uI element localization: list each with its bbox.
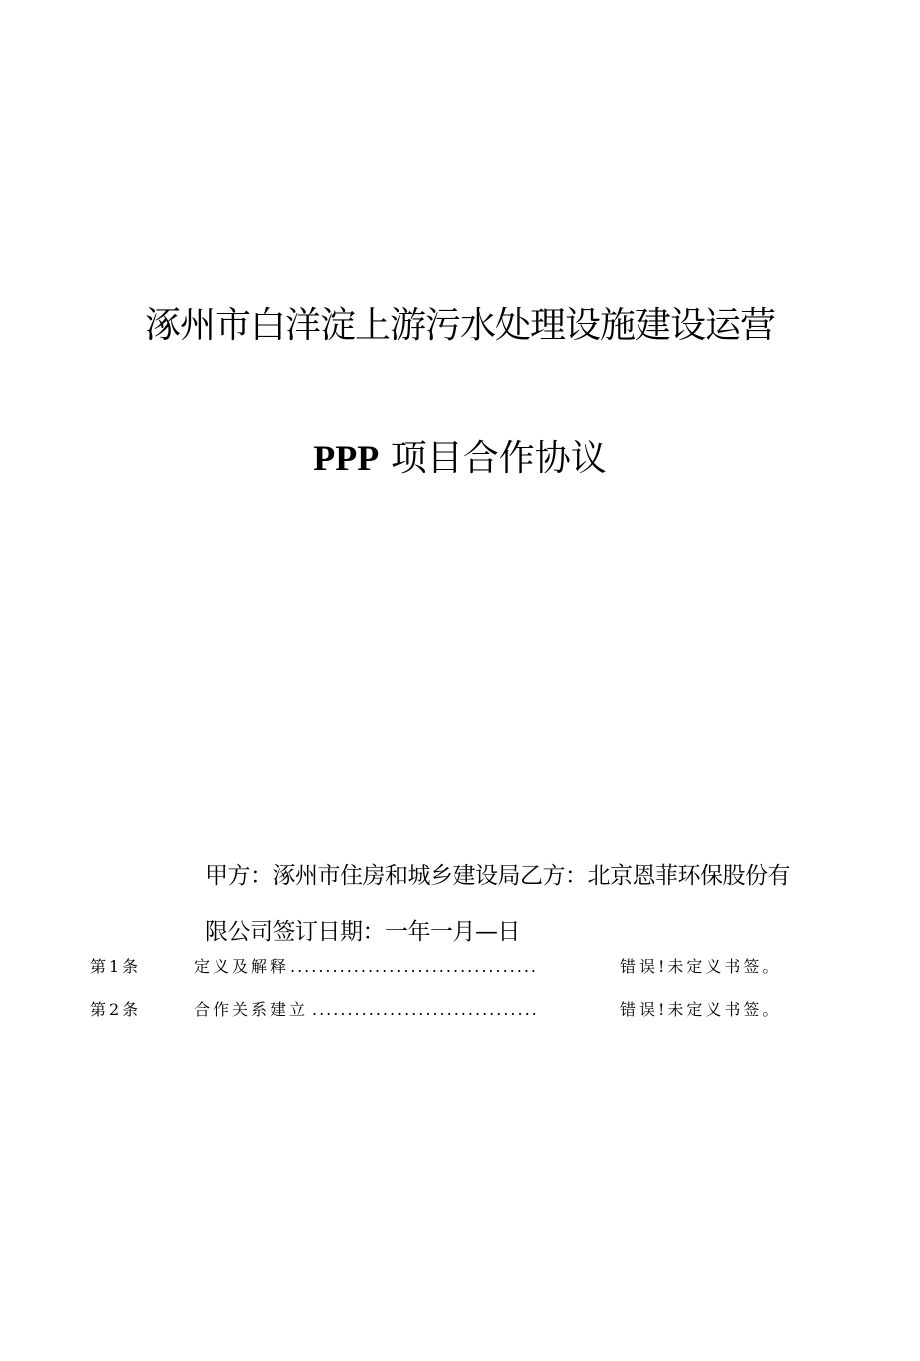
document-title-cjk: 项目合作协议 — [390, 438, 607, 479]
toc-entry-title: 合作关系建立 — [194, 1000, 309, 1019]
toc-entry-title: 定义及解释 — [194, 957, 290, 976]
parties-line-2: 限公司签订日期：一年一月—日 — [205, 919, 520, 945]
toc-entry[interactable] — [90, 996, 830, 1024]
parties-line-1: 甲方：涿州市住房和城乡建设局乙方：北京恩菲环保股份有 — [205, 863, 790, 889]
toc-entry-number: 第2条 — [90, 1000, 142, 1019]
toc-entry-number: 第1条 — [90, 957, 142, 976]
document-title-latin: PPP — [313, 438, 380, 478]
toc-entry[interactable] — [90, 953, 830, 981]
document-title-line-1: 涿州市白洋淀上游污水处理设施建设运营 — [144, 305, 775, 346]
toc-entry-leader: ................................ — [312, 1000, 539, 1019]
toc-entry-leader: ................................... — [290, 957, 539, 976]
toc-entry-page-ref: 错误!未定义书签。 — [620, 957, 782, 976]
document-title-line-2 — [0, 430, 920, 487]
toc-entry-page-ref: 错误!未定义书签。 — [620, 1000, 782, 1019]
